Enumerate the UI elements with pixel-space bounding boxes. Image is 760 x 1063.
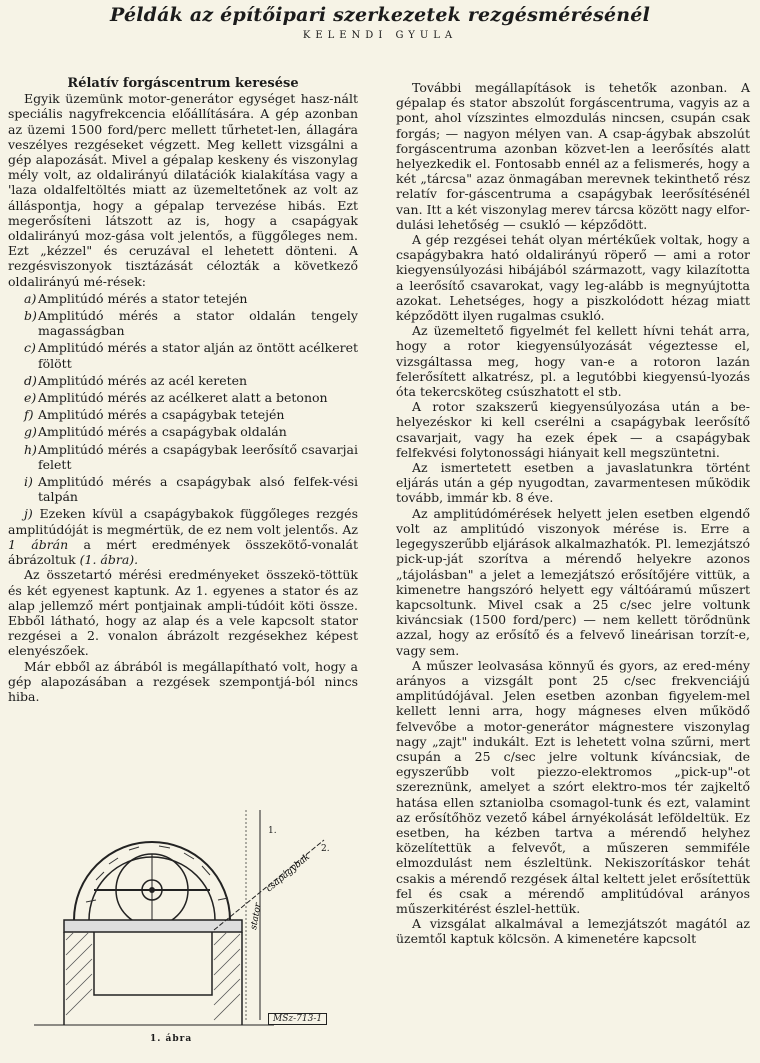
- measurement-list: [8, 291, 358, 505]
- list-label: j): [24, 506, 33, 522]
- paragraph: További megállapítások is tehetők azonban. A gépalap és stator abszolút forgáscentruma, vagyis az a pont, ahol vízszintes elmozdulás nincsen, csupán csak forgás; — nagyon mélyen van. A csap-ágybak abszolút forgáscentruma azonban közvet-len a leerősítés alatt helyezkedik el. Fontosabb ennél az a felismerés, hogy a két „tárcsa" azaz önmagában merevnek tekinthető rész relatív for-gáscentruma a csapágybak leerősítésénél van. Itt a két viszonylag merev tárcsa között nagy elfor-dulási lehetőség — csukló — képződött.: [396, 80, 750, 232]
- list-text: Amplitúdó mérés az acélkeret alatt a betonon: [38, 390, 328, 406]
- left-column: [8, 76, 358, 704]
- steel-frame: [64, 920, 242, 932]
- foundation-hatch: [66, 932, 240, 1020]
- list-label: h): [24, 441, 37, 457]
- author-name: KELENDI GYULA: [302, 30, 458, 41]
- figure-code: MSz-713-1: [268, 1013, 327, 1025]
- list-text: Amplitúdó mérés a csapágybak tetején: [38, 407, 285, 423]
- paragraph: Az amplitúdómérések helyett jelen esetben elgendő volt az amplitúdó viszonyok mérése is. Erre a legegyszerűbb eljárások alkalmazhatók. Pl. lemezjátszó pick-up-ját szorítva a mérendő helyekre azonos „tájolásban" a jelet a lemezjátszó erősítőjére vittük, a kimenetre hangszóró helyett egy váltóáramú műszert kapcsoltunk. Mivel csak a 25 c/sec jelre voltunk kiváncsiak (1500 ford/perc) — nem kellett törődnünk azzal, hogy az erősítő és a felvevő lineárisan torzít-e, vagy sem.: [396, 505, 750, 658]
- list-item: [8, 424, 358, 439]
- list-item: [8, 390, 358, 405]
- list-label: f): [24, 407, 34, 423]
- line-1-label: 1.: [268, 826, 277, 836]
- list-label: b): [24, 308, 37, 324]
- list-text: Amplitúdó mérés a csapágybak oldalán: [38, 424, 287, 440]
- list-label: a): [24, 290, 37, 306]
- list-label: i): [24, 474, 33, 490]
- figure-reference: (1. ábra).: [79, 552, 139, 568]
- paragraph-text: a mért eredmények összekötő-vonalát ábrázoltuk: [8, 536, 359, 568]
- paragraph: A műszer leolvasása könnyű és gyors, az ered-mény arányos a vizsgált pont 25 c/sec frekvenciájú amplitúdójával. Jelen esetben azonban figyelem-mel kellett lenni arra, hogy mágneses elven működő felvevőbe a motor-generátor mágnestere viszonylag nagy „zajt" indukált. Ezt is lehetett volna szűrni, mert csupán a 25 c/sec jelre voltunk kíváncsiak, de egyszerűbb volt piezzo-elektromos „pick-up"-ot szereznünk, amelyet a szórt elektro-mos tér zajkeltő hatása ellen sztaniolba csomagol-tunk és ezt, valamint az erősítőhöz vezető kábel árnyékolását leföldeltük. Ez esetben, ha kézben tartva a mérendő helyhez közelítettük a felvevőt, a műszeren semmiféle elmozdulást nem észleltünk. Nekiszorításkor tehát csakis a mérendő rezgések által keltett jelet erősítettük fel és csak a mérendő amplitúdóval arányos műszerkitérést észlel-hettük.: [396, 657, 750, 916]
- list-text: Amplitúdó mérés a stator alján az öntött acélkeret fölött: [38, 340, 358, 371]
- paragraph: Egyik üzemünk motor-generátor egységet hasz-nált speciális nagyfrekcencia előállítására. A gép azonban az üzemi 1500 ford/perc mellett tűrhetet-len, állagára veszélyes rezgéseket végzett. Meg kellett vizsgálni a gép alapozását. Mivel a gépalap keskeny és viszonylag mély volt, az oldalirányú dilatációk kialakítása vagy a 'laza oldalfeltöltés miatt az üzemeltetőnek az volt az álláspontja, hogy a gépalap tervezése hibás. Ezt megerősíteni látszott az is, hogy a csapágyak oldalirányú moz-gása volt jelentős, a függőleges nem. Ezt „kézzel" és ceruzával el lehetett dönteni. A rezgésviszonyok tisztázását célozták a következő oldalirányú mé-rések:: [8, 91, 358, 289]
- paragraph: A rotor szakszerű kiegyensúlyozása után a be-helyezéskor ki kell cserélni a csapágybak leerősítő csavarjait, vagy ha ezek épek — a csapágybak felfekvési folytonossági hiányait kell megszüntetni.: [396, 399, 750, 460]
- bearing-label: csapágybak: [264, 852, 312, 895]
- list-item: [8, 291, 358, 306]
- paragraph-j: [8, 506, 358, 567]
- list-item: [8, 442, 358, 472]
- list-label: d): [24, 372, 37, 388]
- paragraph: Már ebből az ábrából is megállapítható volt, hogy a gép alapozásában a rezgések szempontjá-ból nincs hiba.: [8, 658, 358, 704]
- list-text: Amplitúdó mérés a stator oldalán tengely magasságban: [38, 308, 358, 339]
- line-2-label: 2.: [321, 844, 330, 854]
- list-item: [8, 407, 358, 422]
- list-text: Amplitúdó mérés a csapágybak alsó felfek-vési talpán: [38, 474, 358, 505]
- list-label: e): [24, 390, 37, 406]
- concrete-foundation: [64, 932, 242, 1025]
- paragraph: Az üzemeltető figyelmét fel kellett hívni tehát arra, hogy a rotor kiegyensúlyozását végeztesse el, vizsgáltassa meg, hogy van-e a rotoron lazán felerősített alkatrész, pl. a legutóbbi kiegyensú-lyozás óta tekercsköteg csúszhatott el stb.: [396, 323, 750, 400]
- stator-label: stator: [249, 902, 264, 931]
- list-label: c): [24, 340, 36, 356]
- paragraph-text: Ezeken kívül a csapágybakok függőleges rezgés amplitúdóját is megmértük, de ez nem volt jelentős. Az: [8, 506, 358, 537]
- paragraph: Az ismertetett esetben a javaslatunkra történt eljárás után a gép nyugodtan, zavarmentesen működik tovább, immár kb. 8 éve.: [396, 460, 750, 506]
- paragraph: Az összetartó mérési eredményeket összekö-töttük és két egyenest kaptunk. Az 1. egyenes a stator és az alap jellemző mért pontjainak ampli-túdóit köti össze. Ebből látható, hogy az alap és a vele kapcsolt stator rezgései a 2. vonalon ábrázolt rezgésekhez képest elenyészőek.: [8, 567, 358, 659]
- list-item: [8, 474, 358, 504]
- right-column: [396, 80, 750, 947]
- figure-caption: 1. ábra: [150, 1034, 193, 1044]
- list-label: g): [24, 424, 37, 440]
- article-title: Példák az építőipari szerkezetek rezgésmérésénél: [110, 4, 650, 26]
- paragraph: A vizsgálat alkalmával a lemezjátszót magától az üzemtől kaptuk kölcsön. A kimenetére kapcsolt: [396, 916, 750, 947]
- list-text: Amplitúdó mérés a stator tetején: [38, 290, 248, 306]
- list-text: Amplitúdó mérés a csapágybak leerősítő csavarjai felett: [38, 441, 358, 472]
- list-item: [8, 340, 358, 370]
- list-item: [8, 308, 358, 338]
- paragraph: A gép rezgései tehát olyan mértékűek voltak, hogy a csapágybakra ható oldalirányú röperő — ami a rotor kiegyensúlyozási hibájából származott, vagy kilazította a leerősítő csavarokat, vagy leg-alább is megnyújtotta azokat. Lehetséges, hogy a piszkolódott hézag miatt képződött ilyen rugalmas csukló.: [396, 232, 750, 324]
- section-heading: Rélatív forgáscentrum keresése: [67, 76, 299, 91]
- figure-reference: 1 ábrán: [8, 536, 69, 552]
- list-item: [8, 373, 358, 388]
- list-text: Amplitúdó mérés az acél kereten: [38, 372, 248, 388]
